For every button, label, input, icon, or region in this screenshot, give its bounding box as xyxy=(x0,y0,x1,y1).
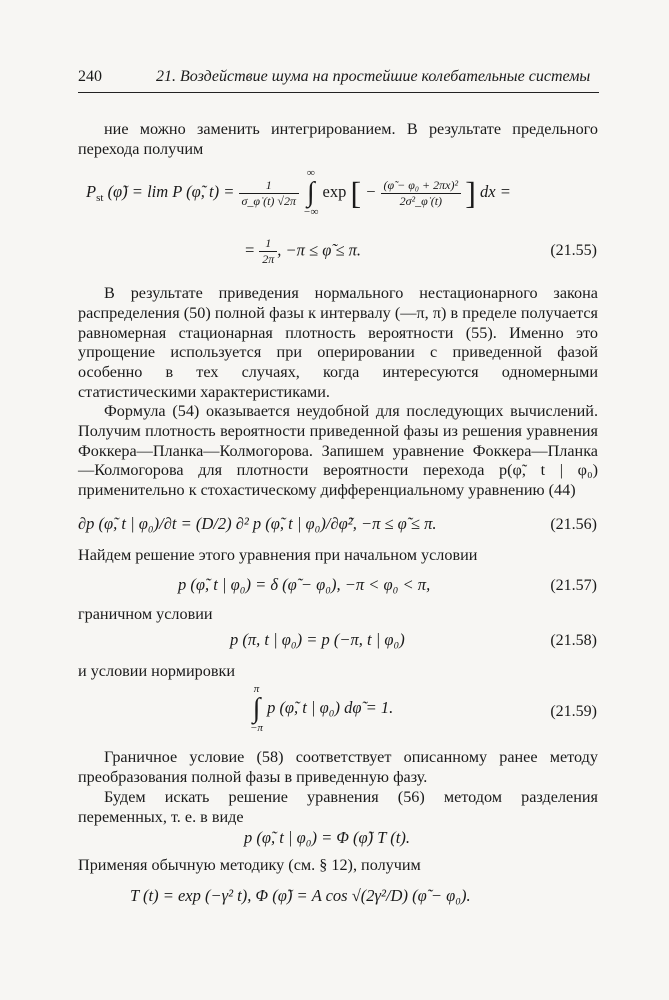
equation-21-57: p (φ̃, t | φ₀) = δ (φ̃ − φ₀), −π < φ₀ < π, xyxy=(178,575,431,594)
eq55-frac-den: σ_φ̇ (t) √2π xyxy=(241,193,296,208)
paragraph-7: Граничное условие (58) соответствует описанному ранее методу преобразования полной фазы в приведенную фазу. xyxy=(78,748,598,786)
paragraph-8: Будем искать решение уравнения (56) методом разделения переменных, т. е. в виде xyxy=(78,788,598,826)
eq-number-21-59: (21.59) xyxy=(550,703,597,720)
paragraph-9: Применяя обычную методику (см. § 12), получим xyxy=(78,856,421,874)
eq55-inner-fraction xyxy=(381,178,462,209)
running-header xyxy=(78,68,599,93)
eq55-int-lower: −∞ xyxy=(303,206,319,218)
eq55-fraction xyxy=(239,178,299,209)
eq-number-21-56: (21.56) xyxy=(550,516,597,533)
eq55-integral xyxy=(303,168,318,218)
paragraph-4: Найдем решение этого уравнения при начальном условии xyxy=(78,546,478,564)
eq59-integral xyxy=(250,684,263,734)
eq55-inner-num: (φ̃ − φ₀ + 2πx)² xyxy=(381,178,462,194)
paragraph-1: ние можно заменить интегрированием. В результате предельного перехода получим xyxy=(78,120,598,158)
integral-sign-icon: ∫ xyxy=(306,177,315,208)
eq55-exp: exp xyxy=(322,181,347,201)
eq55-dx: dx = xyxy=(480,181,511,201)
left-bracket-icon: [ xyxy=(350,174,362,211)
eq-number-21-58: (21.58) xyxy=(550,632,597,649)
eq59-lower: −π xyxy=(250,722,263,734)
equation-separation: p (φ̃, t | φ₀) = Φ (φ̃) T (t). xyxy=(244,828,410,847)
equation-21-58: p (π, t | φ₀) = p (−π, t | φ₀) xyxy=(230,630,405,649)
equation-21-59 xyxy=(250,684,393,734)
eq55-lhs: P xyxy=(86,181,97,201)
eq55-frac-num: 1 xyxy=(239,178,299,194)
eq55-lhs-sub: st xyxy=(96,192,104,205)
eq59-body: p (φ̃, t | φ₀) dφ̃ = 1. xyxy=(267,697,394,717)
eq-number-21-55: (21.55) xyxy=(550,242,597,259)
paragraph-2: В результате приведения нормального нестационарного закона распределения (50) полной фазы к интервалу (—π, π) в пределе получается равномерная стационарная плотность вероятности (55). Именно это упрощение используется при оперировании с приведенной фазой особенно в тех случаях, когда интересуются одномерными статистическими характеристиками. xyxy=(78,284,598,401)
equation-21-55-line2: = $\frac{1}{2\pi}$ , −π ≤ φ̃ ≤ π. xyxy=(244,236,362,266)
eq55-int-upper: ∞ xyxy=(306,167,315,179)
paragraph-6: и условии нормировки xyxy=(78,662,236,680)
equation-21-56: ∂p (φ̃, t | φ₀)/∂t = (D/2) ∂² p (φ̃, t | φ₀)/∂φ̃², −π ≤ φ̃ ≤ π. xyxy=(78,514,437,533)
eq55-line2-rest: , −π ≤ φ̃ ≤ π. xyxy=(277,240,362,260)
eq55-inner-den: 2σ²_φ̇ (t) xyxy=(399,193,443,208)
eq55-line2-fraction xyxy=(259,236,277,267)
paragraph-5: граничном условии xyxy=(78,605,213,623)
eq55-line2-num: 1 xyxy=(259,236,277,252)
eq-number-21-57: (21.57) xyxy=(550,577,597,594)
equation-final: T (t) = exp (−γ² t), Φ (φ̃) = A cos √(2γ²/D) (φ̃ − φ₀). xyxy=(130,886,471,905)
equation-21-55-line1: $P_{st}$ (φ̃) = lim P (φ̃, t) = $\frac{1}{\sigma\_\varphi̇ (t) √2\pi}$ ∞ ∫ −∞ exp [ − $\frac{\text{(φ̃ − φ₀ + 2πx)²}}{\text{2σ²\_φ̇ (t)}}$ ] dx = xyxy=(86,167,511,218)
paragraph-3: Формула (54) оказывается неудобной для последующих вычислений. Получим плотность вероятности приведенной фазы из решения уравнения Фоккера—Планка—Колмогорова. Запишем уравнение Фоккера—Планка—Колмогорова для плотности вероятности перехода p(φ̃, t | φ₀) применительно к стохастическому дифференциальному уравнению (44) xyxy=(78,402,598,500)
running-title: 21. Воздействие шума на простейшие колебательные системы xyxy=(156,68,591,85)
eq55-arg: (φ̃) = lim P (φ̃, t) = xyxy=(107,181,235,201)
page-number: 240 xyxy=(78,68,102,85)
right-bracket-icon: ] xyxy=(465,174,476,211)
integral-sign-icon: ∫ xyxy=(252,693,261,724)
eq59-upper: π xyxy=(253,683,260,695)
eq55-line2-den: 2π xyxy=(262,252,275,266)
